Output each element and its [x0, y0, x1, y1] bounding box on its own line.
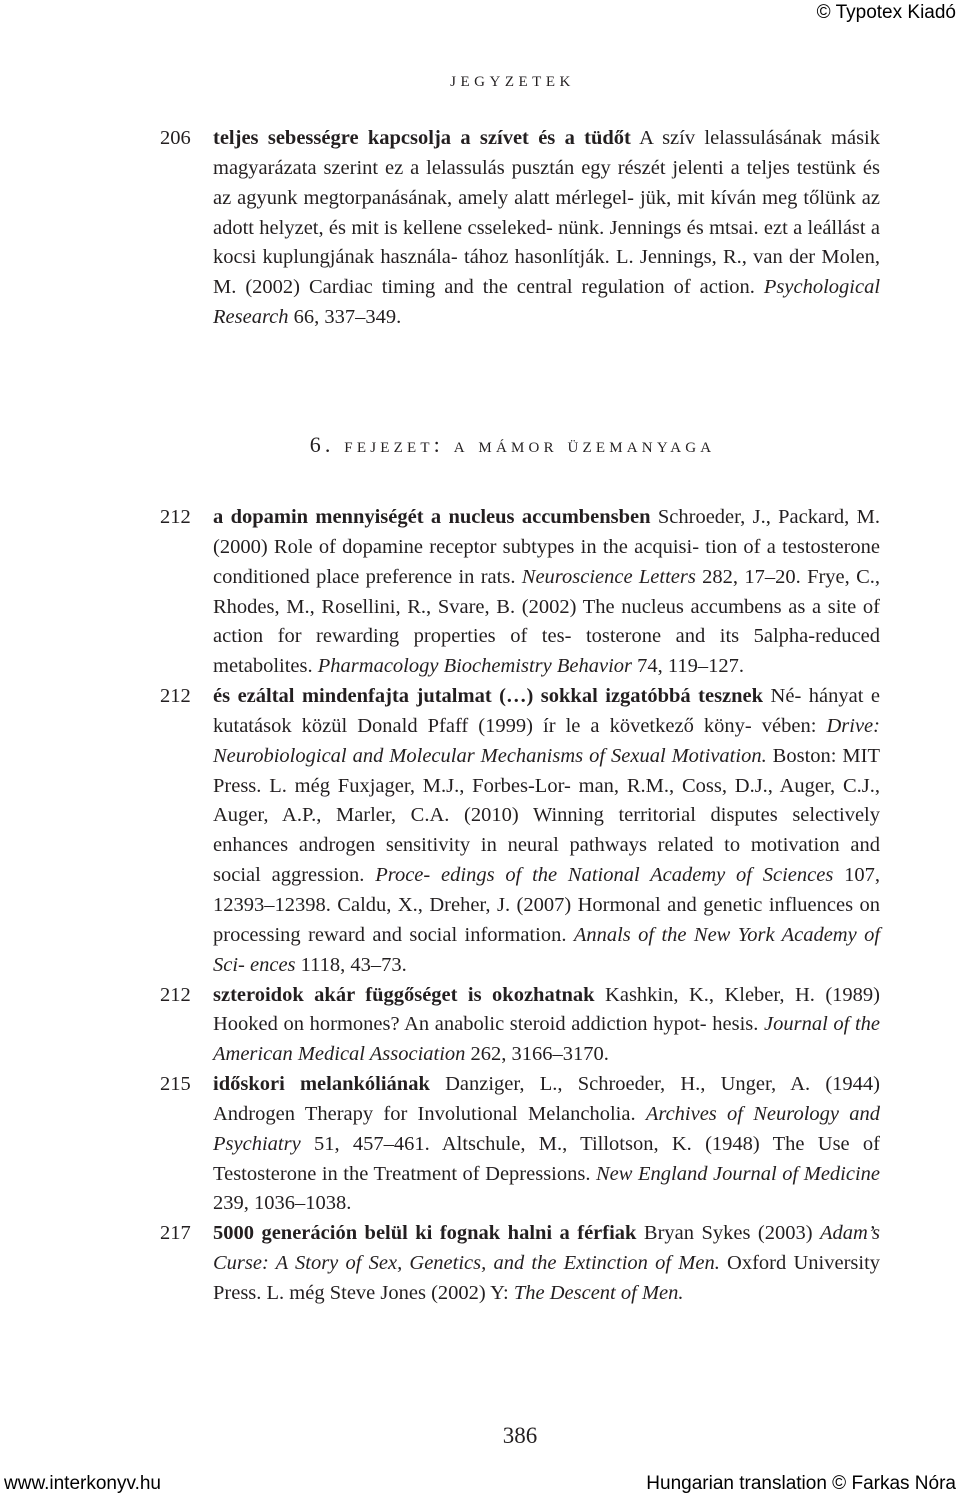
endnote-text	[213, 981, 880, 1071]
citation-title: Motivation.	[671, 744, 767, 767]
endnote-segment: 282, 17–20. Frye, C., Rhodes, M., Rosellini, R., Svare, B. (2002)	[213, 565, 881, 618]
endnote-segment: 51, 457–461. Altschule, M., Tillotson, K.	[300, 1132, 692, 1155]
endnote	[160, 682, 880, 980]
endnote-segment: Danziger, L., Schroeder, H., Unger, A.	[429, 1073, 811, 1096]
endnote-page-ref: 212	[160, 983, 191, 1006]
citation-title: Archives of	[645, 1102, 743, 1125]
endnote	[160, 1219, 880, 1309]
copyright-notice: © Typotex Kiadó	[816, 2, 956, 23]
endnote-line	[213, 1222, 813, 1244]
endnote-segment: 74, 119–127.	[632, 655, 745, 678]
citation-title: ences	[250, 953, 296, 976]
citation-title: The Descent of Men.	[513, 1281, 684, 1304]
endnote-segment: Winning territorial disputes selectively enhances androgen sensitivity	[213, 804, 880, 857]
endnote-segment: (1944) Androgen Therapy for Involutional Melancholia.	[213, 1073, 881, 1125]
citation-title: Pharmacology Biochemistry	[317, 655, 552, 678]
citation-title: Journal of the American Medical Association	[213, 1013, 881, 1066]
endnote-headword: és ezáltal mindenfajta jutalmat (…) sokkal izgatóbbá tesznek	[213, 685, 764, 708]
endnote-segment: timing and the central regulation of action.	[381, 276, 764, 299]
endnote-line	[557, 655, 744, 677]
endnote-segment: 107, 12393–12398. Caldu,	[213, 864, 881, 916]
notes-section-chapter-6	[160, 503, 880, 1309]
endnote-segment: Schroeder, J.,	[650, 506, 771, 528]
endnote	[160, 981, 880, 1071]
endnote-segment: reward and social information.	[308, 923, 574, 946]
endnote-segment: másik magyarázata szerint ez a lelassulás pusztán egy részét jelenti	[213, 127, 880, 179]
endnote-segment: X., Dreher, J. (2007) Hormonal and genetic influences on processing	[213, 893, 881, 946]
endnote-text	[213, 1070, 880, 1219]
endnote-headword: időskori melankóliának	[213, 1073, 430, 1096]
citation-title: Drive: Neurobiological and Molecular Mechanisms of Sexual	[213, 714, 880, 767]
endnote-page-ref: 217	[160, 1222, 191, 1245]
endnote	[160, 503, 880, 682]
endnote-segment: tosterone and its 5alpha-reduced metabolites.	[213, 625, 880, 678]
endnote-segment: tához hasonlítják. L. Jennings, R., van der Molen, M. (2002) Cardiac	[213, 246, 881, 299]
endnote	[160, 124, 880, 333]
endnote-segment: Oxford	[719, 1252, 787, 1275]
citation-title: edings of the National Academy of Sciences	[441, 864, 834, 887]
notes-section-before	[160, 124, 880, 333]
footer-site: www.interkonyv.hu	[4, 1473, 161, 1494]
endnote-page-ref: 215	[160, 1073, 191, 1096]
citation-title: England Journal of Medicine	[637, 1162, 881, 1185]
endnote-segment: hesis.	[712, 1013, 765, 1036]
endnote-text	[213, 124, 880, 333]
endnote-segment: University Press. L. még Steve Jones (2002) Y:	[213, 1252, 881, 1304]
endnote-segment: jük, mit kíván meg tőlünk az adott helyzet, és mit is kellene csseleked-	[213, 186, 880, 239]
endnote-text	[213, 503, 880, 682]
citation-title: Annals of the New York Academy of Sci-	[213, 923, 881, 976]
chapter-heading: 6. fejezet: a mámor üzemanyaga	[309, 432, 716, 457]
endnote-segment: in neural pathways related to motivation and social aggression.	[213, 834, 881, 887]
endnote-page-ref: 212	[160, 685, 191, 708]
endnote-segment: A szív lelassulásának	[630, 127, 822, 149]
endnote-line	[213, 506, 771, 528]
endnote-headword: teljes sebességre kapcsolja a szívet és a tüdőt	[213, 127, 631, 149]
running-head: jegyzetek	[450, 66, 575, 91]
citation-title: Neurology and Psychiatry	[213, 1102, 881, 1155]
citation-title: Proce-	[375, 864, 431, 887]
endnote-segment: 262, 3166–3170.	[465, 1043, 609, 1066]
endnote-segment: Packard, M. (2000) Role of dopamine receptor subtypes in the acquisi-	[213, 506, 880, 558]
endnote-text	[213, 1219, 880, 1309]
endnote-segment: hányat e kutatások közül Donald Pfaff (1999) ír le a következő köny-	[213, 685, 881, 737]
endnote-segment: Kashkin, K., Kleber, H.	[594, 983, 815, 1006]
endnote-segment: nünk. Jennings és mtsai. ezt a leállást a kocsi kuplungjának használa-	[213, 216, 881, 269]
citation-title: Neuroscience	[521, 565, 633, 588]
citation-title: Psychological Research	[213, 276, 881, 329]
citation-title: Behavior	[556, 655, 633, 678]
endnote-segment: 66,	[288, 306, 320, 329]
footer-translation: Hungarian translation © Farkas Nóra	[646, 1473, 956, 1494]
endnote-line	[213, 127, 822, 149]
endnote-line	[213, 1073, 810, 1095]
endnote-line	[324, 306, 401, 328]
endnote-segment: man, R.M., Coss, D.J., Auger, C.J., Auger, A.P., Marler, C.A. (2010)	[213, 774, 880, 827]
endnote-segment: (1948) The Use of Testosterone in the Treatment of Depressions.	[213, 1132, 880, 1185]
endnote-segment: (1989) Hooked on hormones? An anabolic steroid addiction hypot-	[213, 983, 881, 1036]
endnote-text	[213, 682, 880, 980]
endnote-segment: The nucleus accumbens as a site of action for rewarding properties of tes-	[213, 595, 881, 648]
endnote-segment: Bryan Sykes (2003)	[636, 1222, 813, 1245]
endnote-segment: a teljes testünk és az agyunk megtorpanásának, amely alatt mérlegel-	[213, 156, 881, 209]
citation-title: Adam’s Curse: A Story of Sex, Genetics, and the Extinction of Men.	[213, 1222, 881, 1275]
endnote-segment: Né-	[763, 685, 802, 708]
endnote-page-ref: 212	[160, 506, 191, 528]
page-number: 386	[502, 1423, 538, 1448]
endnote-segment: 1118, 43–73.	[295, 953, 407, 976]
endnote-headword: a dopamin mennyiségét a nucleus accumbensben	[213, 506, 651, 528]
endnote-segment: tion of a testosterone conditioned place preference in rats.	[213, 535, 880, 588]
endnote-line	[213, 685, 801, 707]
endnote-line	[213, 984, 815, 1006]
endnote-segment: Boston: MIT Press. L. még Fuxjager, M.J., Forbes-Lor-	[213, 744, 880, 797]
endnote-segment: vében:	[761, 714, 827, 737]
endnote-line	[250, 954, 407, 976]
endnote-segment: 337–349.	[324, 306, 402, 329]
endnote-headword: szteroidok akár függőséget is okozhatnak	[213, 983, 595, 1006]
endnote	[160, 1070, 880, 1219]
endnote-page-ref: 206	[160, 127, 191, 149]
citation-title: New	[596, 1162, 633, 1185]
citation-title: Letters	[638, 565, 696, 588]
endnote-segment: 239, 1036–1038.	[213, 1192, 352, 1215]
endnote-headword: 5000 generáción belül ki fognak halni a férfiak	[213, 1222, 637, 1245]
